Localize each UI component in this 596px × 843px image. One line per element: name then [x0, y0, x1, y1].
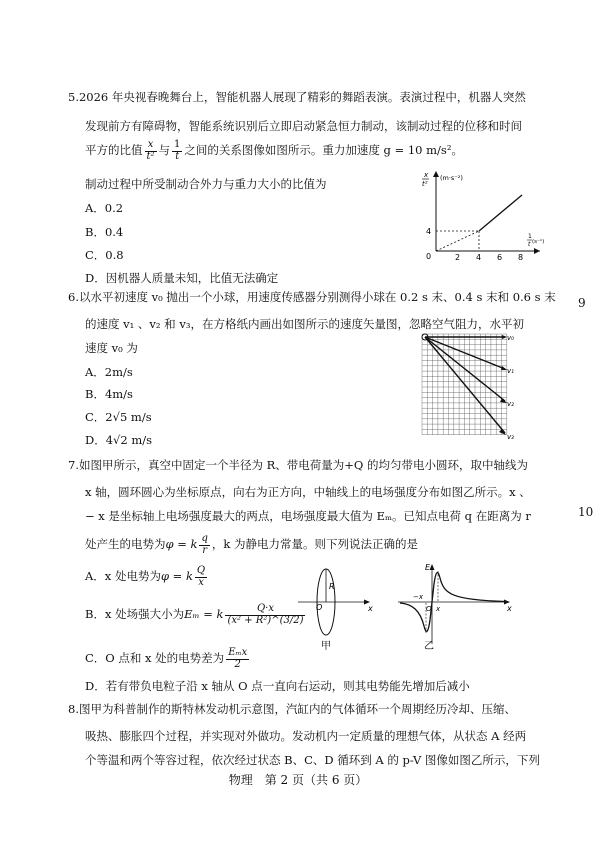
- q7-figure-field: [396, 560, 516, 656]
- q5-graph-x-unit: (s⁻¹): [532, 239, 545, 245]
- q6-label-v3: v₃: [507, 433, 514, 441]
- q5-graph-y-arrow: [433, 171, 439, 177]
- q5-option-c: C．0.8: [85, 248, 124, 262]
- q8-text-1: 图甲为科普制作的斯特林发动机示意图，汽缸内的气体循环一个周期经历冷却、压缩、: [78, 702, 516, 716]
- q5-graph-y-unit: (m·s⁻²): [440, 174, 463, 182]
- q6-label-v1: v₁: [507, 367, 514, 375]
- q5-graph-x-label-bottom: t: [528, 241, 531, 248]
- q7-field-y-arrow: [430, 564, 435, 570]
- q5-graph-x-tick-8: 8: [518, 253, 524, 262]
- q5-graph-line: [479, 195, 522, 231]
- q7-line4-post: ，k 为静电力常量。则下列说法正确的是: [211, 537, 418, 551]
- q8-line1: [68, 704, 516, 716]
- q7-line3: − x 是坐标轴上电场强度最大的两点，电场强度最大值为 Eₘ。已知点电荷 q 在距离为 r: [85, 509, 531, 523]
- q6-option-c: C．2√5 m/s: [85, 410, 152, 424]
- q7-line4: [85, 534, 418, 556]
- q7-line4-fraction: $\frac{q}{r}$: [201, 533, 208, 556]
- q7-option-d: D．若有带负电粒子沿 x 轴从 O 点一直向右运动，则其电势能先增加后减小: [85, 679, 470, 693]
- q5-line3-pre: 平方的比值: [85, 143, 143, 157]
- q7-figure-yi-caption: 乙: [424, 641, 434, 652]
- q5-graph-dash-slope: [436, 231, 479, 251]
- q6-label-v0: v₀: [507, 334, 514, 342]
- q5-line3-mid: 与: [158, 143, 171, 157]
- q6-vector-v2: [425, 337, 505, 401]
- q7-line2: x 轴，圆环圆心为坐标原点，向右为正方向，中轴线上的电场强度分布如图乙所示。x 、: [85, 485, 531, 499]
- q5-graph: [418, 165, 548, 265]
- q7-number: 7.: [68, 458, 79, 472]
- q5-line2: 发现前方有障碍物，智能系统识别后立即启动紧急恒力制动，该制动过程的位移和时间: [85, 119, 522, 133]
- q6-vector-v2-arrow: [500, 398, 507, 403]
- q7-field-label-x-tick: x: [436, 605, 441, 613]
- q6-vector-v1: [425, 337, 505, 369]
- q5-graph-y-label-bottom: t²: [422, 180, 428, 188]
- q7-ring-label-x: x: [368, 604, 373, 613]
- q7-option-c: C．O 点和 x 处的电势差为 $\frac{\text{Eₘx}}{2}$: [85, 647, 248, 670]
- q6-text-1: 以水平初速度 v₀ 抛出一个小球，用速度传感器分别测得小球在 0.2 s 末、0.4 s 末和 0.6 s 末: [78, 290, 556, 304]
- q7-figure-jia-caption: 甲: [321, 641, 331, 652]
- side-mark-9: 9: [578, 296, 586, 310]
- q5-graph-x-label-top: 1: [528, 233, 532, 240]
- q7-ring-label-R: R: [329, 582, 335, 591]
- q7-option-a: A．x 处电势为φ = k $\frac{Q}{x}$: [85, 565, 206, 588]
- q7-field-label-E: E: [425, 563, 431, 572]
- q6-option-a: A．2m/s: [85, 365, 133, 379]
- q7-line1: [68, 460, 528, 472]
- q8-number: 8.: [68, 702, 79, 716]
- q7-option-b: B．x 处场强大小为Eₘ = k $\frac{Q\cdot x}{\text{(x² + R²)\textasciicircum{}(3/2)}}$: [85, 603, 304, 626]
- q7-field-label-O: O: [426, 605, 432, 613]
- q5-fraction-1-over-t: $\frac{1}{t}$: [174, 139, 181, 162]
- q6-option-b: B．4m/s: [85, 387, 133, 401]
- q8-line2: 吸热、膨胀四个过程，并实现对外做功。发动机内一定质量的理想气体，从状态 A 经两: [85, 729, 527, 743]
- q5-option-d: D．因机器人质量未知，比值无法确定: [85, 271, 279, 285]
- side-mark-10: 10: [578, 505, 594, 519]
- q5-number: 5.: [68, 90, 79, 104]
- q5-line1: [68, 92, 526, 104]
- q7-field-label-x-axis: x: [507, 604, 512, 613]
- q5-graph-y-label-top: x: [424, 171, 429, 179]
- q6-number: 6.: [68, 290, 79, 304]
- q5-line4: 制动过程中所受制动合外力与重力大小的比值为: [85, 177, 327, 191]
- q5-option-a: A．0.2: [85, 201, 124, 215]
- q7-text-1: 如图甲所示，真空中固定一个半径为 R、带电荷量为+Q 的均匀带电小圆环，取中轴线为: [78, 458, 529, 472]
- q6-option-d: D．4√2 m/s: [85, 433, 153, 447]
- q5-graph-origin: 0: [426, 252, 432, 261]
- q5-graph-y-tick-4: 4: [426, 227, 432, 236]
- q6-line1: [68, 292, 556, 304]
- q5-line3-post: 之间的关系图像如图所示。重力加速度 g = 10 m/s²。: [184, 143, 463, 157]
- q7-line4-pre: 处产生的电势为: [85, 537, 166, 551]
- page-footer: 物理 第 2 页（共 6 页）: [228, 773, 368, 787]
- q7-ring-label-O: O: [316, 603, 323, 612]
- q5-fraction-x-over-t2: $\frac{x}{\text{t²}}$: [146, 139, 155, 162]
- q7-figure-ring: [296, 562, 376, 654]
- q6-line3: 速度 v₀ 为: [85, 341, 138, 355]
- q5-graph-x-tick-6: 6: [497, 253, 503, 262]
- q5-option-b: B．0.4: [85, 225, 124, 239]
- q5-graph-x-tick-4: 4: [476, 253, 482, 262]
- q6-velocity-grid: [418, 330, 518, 442]
- q6-line2: 的速度 v₁ 、v₂ 和 v₃，在方格纸内画出如图所示的速度矢量图，忽略空气阻力，水平初: [85, 317, 524, 331]
- q5-graph-x-arrow: [534, 248, 540, 254]
- q5-line3: [85, 140, 463, 162]
- q6-label-v2: v₂: [507, 400, 514, 408]
- q5-graph-x-tick-2: 2: [455, 253, 461, 262]
- q8-line3: 个等温和两个等容过程，依次经过状态 B、C、D 循环到 A 的 p-V 图像如图乙所示，下列: [85, 753, 540, 767]
- q7-line4-phi: φ = k: [165, 537, 198, 551]
- q5-text-1: 2026 年央视春晚舞台上，智能机器人展现了精彩的舞蹈表演。表演过程中，机器人突然: [78, 90, 526, 104]
- q7-field-label-negx: −x: [413, 593, 424, 601]
